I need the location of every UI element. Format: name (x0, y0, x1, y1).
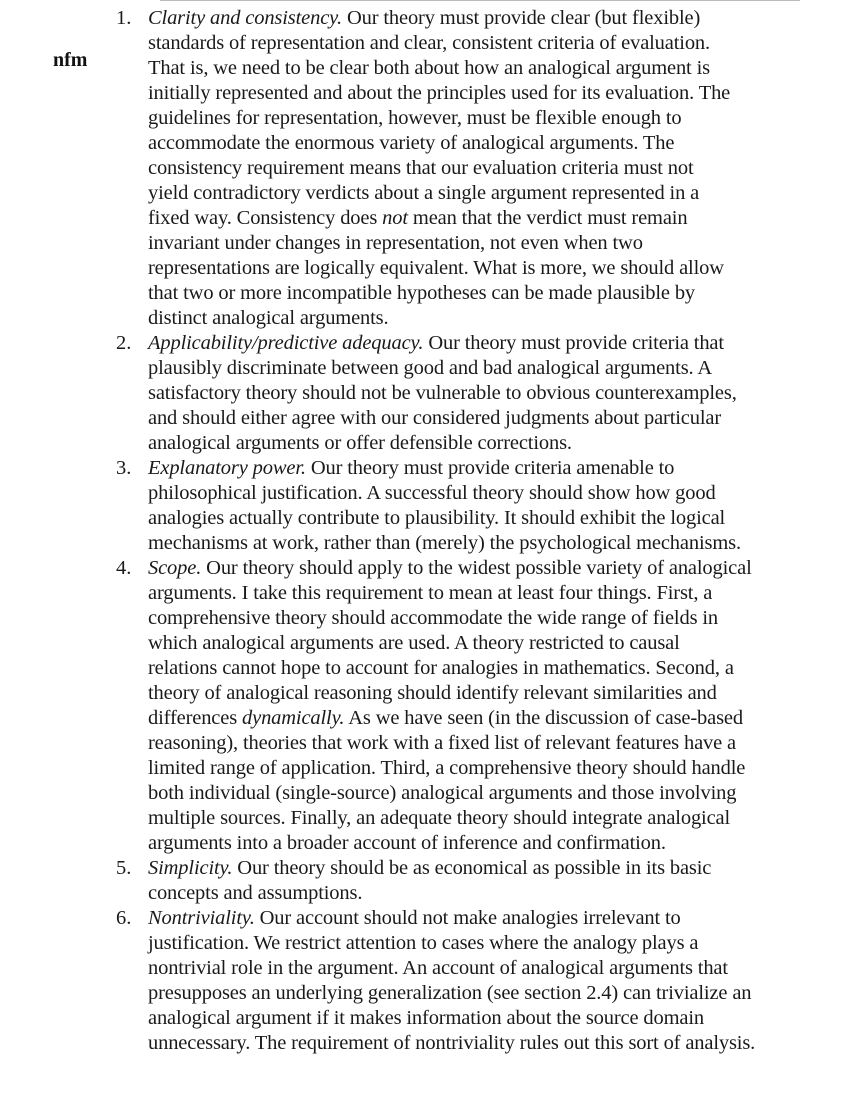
text-run: satisfactory theory should not be vulnerable to obvious counterexamples, (148, 382, 737, 404)
text-run: initially represented and about the principles used for its evaluation. The (148, 82, 731, 104)
text-run: Our account should not make analogies irrelevant to (254, 907, 681, 929)
text-line (148, 756, 796, 781)
text-run: accommodate the enormous variety of analogical arguments. The (148, 132, 675, 154)
text-line (148, 681, 796, 706)
text-run: and should either agree with our considered judgments about particular (148, 407, 721, 429)
text-run: comprehensive theory should accommodate the wide range of fields in (148, 607, 719, 629)
text-run: plausibly discriminate between good and bad analogical arguments. A (148, 357, 712, 379)
criteria-list (116, 6, 796, 1056)
text-line (148, 431, 796, 456)
italic-term: Applicability/predictive adequacy. (148, 332, 424, 354)
text-run: As we have seen (in the discussion of case-based (344, 707, 743, 729)
text-line (148, 481, 796, 506)
text-line (148, 31, 796, 56)
text-run: theory of analogical reasoning should identify relevant similarities and (148, 682, 717, 704)
text-run: mean that the verdict must remain (407, 207, 688, 229)
text-line (148, 606, 796, 631)
criterion-item (116, 556, 796, 856)
text-run: justification. We restrict attention to cases where the analogy plays a (148, 932, 699, 954)
text-run: representations are logically equivalent. What is more, we should allow (148, 257, 724, 279)
text-line (148, 806, 796, 831)
criterion-number: 4. (116, 557, 132, 579)
criterion-item (116, 456, 796, 556)
text-line (148, 281, 796, 306)
text-run: presupposes an underlying generalization (see section 2.4) can trivialize an (148, 982, 752, 1004)
text-run: that two or more incompatible hypotheses can be made plausible by (148, 282, 696, 304)
text-run: philosophical justification. A successful theory should show how good (148, 482, 716, 504)
text-run: concepts and assumptions. (148, 882, 363, 904)
italic-term: Simplicity. (148, 857, 233, 879)
text-line (148, 456, 796, 481)
text-run: reasoning), theories that work with a fixed list of relevant features have a (148, 732, 737, 754)
text-line (148, 1031, 796, 1056)
text-line (148, 956, 796, 981)
text-run: analogies actually contribute to plausibility. It should exhibit the logical (148, 507, 726, 529)
text-line (148, 881, 796, 906)
text-line (148, 781, 796, 806)
criterion-number: 6. (116, 907, 132, 929)
text-run: multiple sources. Finally, an adequate theory should integrate analogical (148, 807, 731, 829)
text-run: yield contradictory verdicts about a single argument represented in a (148, 182, 700, 204)
text-line (148, 1006, 796, 1031)
text-run: nontrivial role in the argument. An account of analogical arguments that (148, 957, 728, 979)
text-line (148, 706, 796, 731)
criterion-number: 2. (116, 332, 132, 354)
italic-term: Scope. (148, 557, 202, 579)
text-line (148, 581, 796, 606)
criterion-number: 1. (116, 7, 132, 29)
text-line (148, 656, 796, 681)
text-run: arguments into a broader account of inference and confirmation. (148, 832, 666, 854)
text-line (148, 406, 796, 431)
text-line (148, 731, 796, 756)
text-line (148, 931, 796, 956)
text-line (148, 531, 796, 556)
text-line (148, 631, 796, 656)
text-run: guidelines for representation, however, must be flexible enough to (148, 107, 682, 129)
text-line (148, 231, 796, 256)
text-line (148, 856, 796, 881)
text-run: relations cannot hope to account for analogies in mathematics. Second, a (148, 657, 734, 679)
text-line (148, 831, 796, 856)
italic-term: Clarity and consistency. (148, 7, 342, 29)
text-run: consistency requirement means that our evaluation criteria must not (148, 157, 694, 179)
criterion-item (116, 906, 796, 1056)
text-line (148, 181, 796, 206)
top-rule (160, 0, 800, 1)
criterion-item (116, 856, 796, 906)
text-line (148, 306, 796, 331)
text-run: analogical arguments or offer defensible corrections. (148, 432, 572, 454)
text-line (148, 156, 796, 181)
text-line (148, 131, 796, 156)
criterion-item (116, 6, 796, 331)
text-run: fixed way. Consistency does (148, 207, 383, 229)
text-run: analogical argument if it makes information about the source domain (148, 1007, 705, 1029)
italic-term: Explanatory power. (148, 457, 306, 479)
text-run: Our theory must provide criteria that (423, 332, 724, 354)
text-line (148, 381, 796, 406)
text-run: which analogical arguments are used. A theory restricted to causal (148, 632, 680, 654)
criterion-number: 5. (116, 857, 132, 879)
text-run: mechanisms at work, rather than (merely) the psychological mechanisms. (148, 532, 741, 554)
text-run: Our theory must provide criteria amenable to (305, 457, 675, 479)
text-line (148, 206, 796, 231)
italic-term: not (382, 207, 408, 229)
text-line (148, 256, 796, 281)
text-line (148, 356, 796, 381)
text-run: differences (148, 707, 243, 729)
text-line (148, 981, 796, 1006)
margin-note: nfm (53, 49, 88, 71)
text-line (148, 81, 796, 106)
italic-term: Nontriviality. (148, 907, 255, 929)
text-line (148, 106, 796, 131)
text-line (148, 556, 796, 581)
italic-term: dynamically. (242, 707, 345, 729)
criterion-number: 3. (116, 457, 132, 479)
text-line (148, 331, 796, 356)
text-run: Our theory must provide clear (but flexible) (341, 7, 701, 29)
text-line (148, 56, 796, 81)
text-run: invariant under changes in representation, not even when two (148, 232, 643, 254)
text-run: unnecessary. The requirement of nontriviality rules out this sort of analysis. (148, 1032, 756, 1054)
text-run: Our theory should be as economical as possible in its basic (232, 857, 712, 879)
text-run: That is, we need to be clear both about how an analogical argument is (148, 57, 710, 79)
text-line (148, 6, 796, 31)
criterion-item (116, 331, 796, 456)
text-run: standards of representation and clear, consistent criteria of evaluation. (148, 32, 710, 54)
text-line (148, 906, 796, 931)
text-run: Our theory should apply to the widest possible variety of analogical (201, 557, 752, 579)
text-run: limited range of application. Third, a comprehensive theory should handle (148, 757, 746, 779)
text-run: distinct analogical arguments. (148, 307, 389, 329)
text-run: arguments. I take this requirement to mean at least four things. First, a (148, 582, 713, 604)
text-run: both individual (single-source) analogical arguments and those involving (148, 782, 737, 804)
text-line (148, 506, 796, 531)
